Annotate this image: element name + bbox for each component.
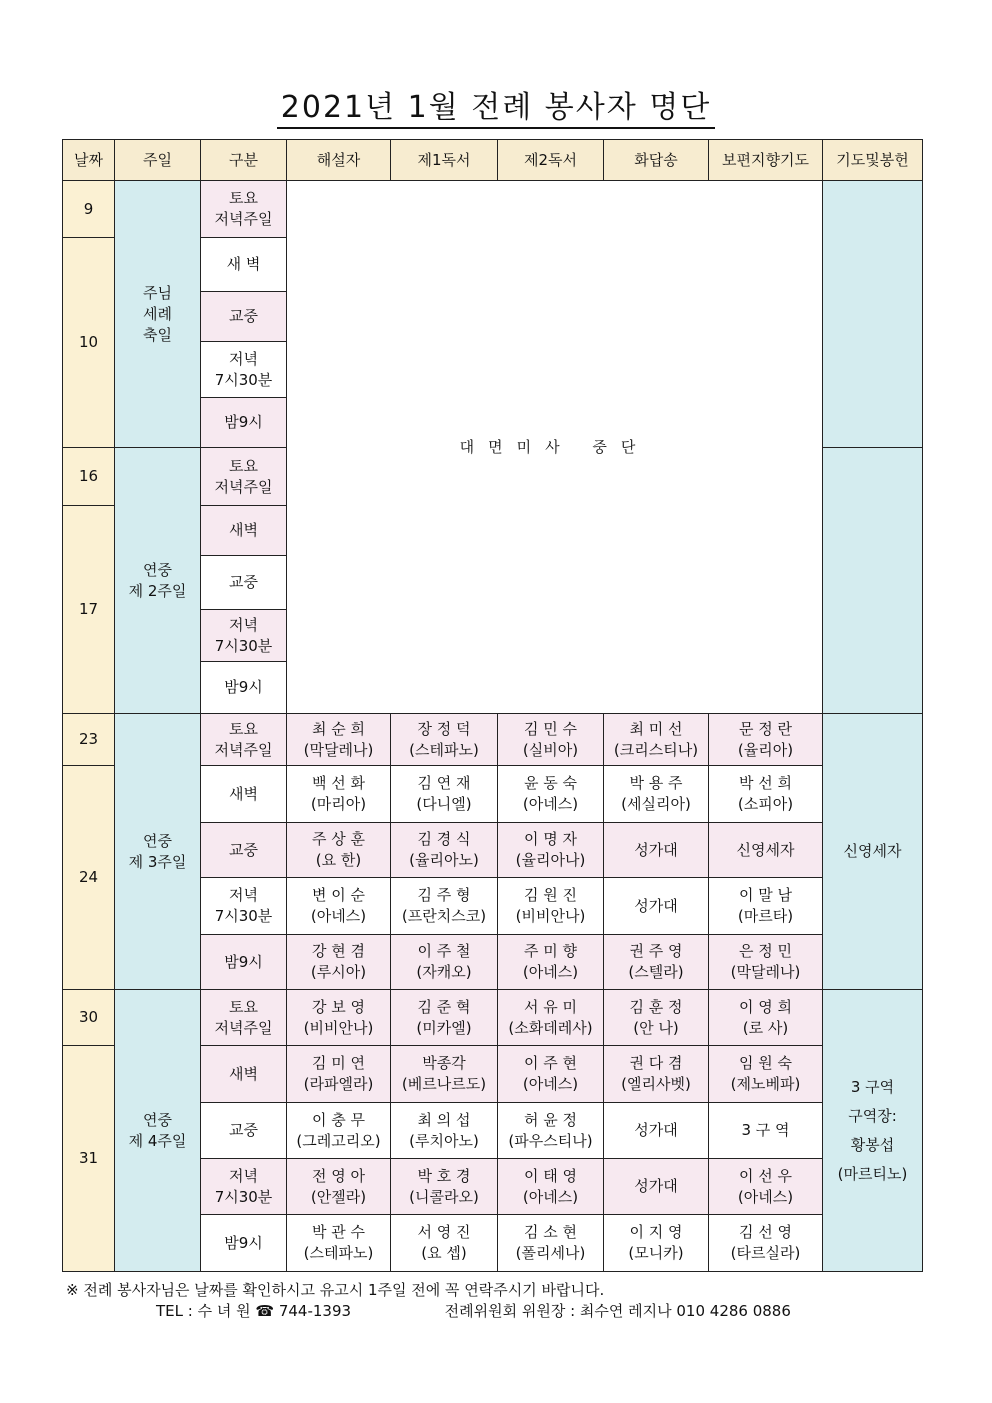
server-cell bbox=[287, 1046, 391, 1103]
server-name: 임 원 숙 bbox=[738, 1054, 792, 1072]
server-name: 주 상 훈 bbox=[311, 830, 365, 848]
suspended-notice: 대면미사 중단 bbox=[287, 181, 823, 714]
offering-cell: 신영세자 bbox=[823, 714, 923, 990]
header-row bbox=[63, 140, 923, 181]
server-name: (율리아) bbox=[737, 740, 794, 759]
server-name: 성가대 bbox=[634, 1177, 678, 1195]
server-name: 주 미 향 bbox=[523, 942, 577, 960]
server-name: 이 주 철 bbox=[417, 942, 471, 960]
server-name: 권 다 겸 bbox=[629, 1054, 683, 1072]
server-cell bbox=[287, 714, 391, 766]
offering-cell bbox=[823, 990, 923, 1272]
server-name: (니콜라오) bbox=[409, 1187, 479, 1206]
server-name: (비비안나) bbox=[303, 1018, 374, 1037]
server-cell bbox=[391, 823, 498, 878]
server-name: (타르실라) bbox=[730, 1244, 801, 1262]
server-name: 김 훈 정 bbox=[629, 997, 683, 1016]
gubun-line: 교중 bbox=[229, 840, 258, 859]
server-cell bbox=[498, 823, 604, 878]
server-name: (요 셉) bbox=[421, 1244, 467, 1262]
sunday-line: 연중 bbox=[143, 831, 172, 850]
sunday-line: 세례 bbox=[143, 304, 172, 323]
server-name: (소화데레사) bbox=[508, 1018, 593, 1037]
server-name: (로 사) bbox=[742, 1018, 789, 1037]
date-cell: 9 bbox=[63, 181, 115, 238]
server-name: 이 태 영 bbox=[523, 1166, 577, 1185]
column-header: 기도및봉헌 bbox=[823, 140, 923, 181]
server-name: (미카엘) bbox=[416, 1018, 472, 1037]
server-name: 김 경 식 bbox=[417, 830, 471, 848]
gubun-line: 밤9시 bbox=[224, 1233, 263, 1252]
table-row bbox=[63, 181, 923, 238]
gubun-cell bbox=[201, 878, 287, 935]
server-name: 장 정 덕 bbox=[417, 719, 471, 738]
server-name: 백 선 화 bbox=[311, 774, 365, 792]
gubun-line: 토요 bbox=[229, 456, 258, 475]
server-cell bbox=[391, 1215, 498, 1272]
gubun-cell bbox=[201, 342, 287, 398]
server-name: (파우스티나) bbox=[508, 1131, 593, 1150]
gubun-line: 토요 bbox=[229, 997, 258, 1016]
server-name: 강 보 영 bbox=[311, 997, 365, 1016]
server-name: (아네스) bbox=[522, 963, 579, 981]
gubun-line: 7시30분 bbox=[214, 370, 273, 389]
server-cell bbox=[287, 766, 391, 823]
gubun-line: 밤9시 bbox=[224, 678, 263, 696]
gubun-line: 저녁주일 bbox=[214, 740, 273, 759]
column-header: 주일 bbox=[115, 140, 201, 181]
gubun-cell bbox=[201, 766, 287, 823]
server-cell bbox=[391, 990, 498, 1046]
offering-line: 황봉섭 bbox=[850, 1135, 895, 1154]
page-title bbox=[0, 82, 992, 126]
gubun-cell bbox=[201, 662, 287, 714]
server-cell bbox=[709, 990, 823, 1046]
server-cell bbox=[391, 1046, 498, 1103]
date-cell: 24 bbox=[63, 766, 115, 990]
server-name: 김 연 재 bbox=[417, 774, 471, 792]
server-cell bbox=[709, 1215, 823, 1272]
server-name: (루시아) bbox=[310, 963, 367, 981]
sunday-line: 제 4주일 bbox=[128, 1131, 187, 1150]
server-name: (스텔라) bbox=[628, 963, 684, 981]
server-cell bbox=[709, 766, 823, 823]
server-name: (율리아노) bbox=[409, 851, 479, 869]
gubun-cell bbox=[201, 238, 287, 292]
gubun-line: 밤9시 bbox=[224, 413, 263, 431]
server-name: (스테파노) bbox=[303, 1244, 374, 1262]
table-row bbox=[63, 990, 923, 1046]
server-name: (크리스티나) bbox=[613, 740, 699, 759]
gubun-cell bbox=[201, 1103, 287, 1159]
table-row bbox=[63, 714, 923, 766]
server-name: (비비안나) bbox=[515, 907, 586, 925]
server-cell bbox=[604, 878, 709, 935]
server-name: 이 지 영 bbox=[629, 1223, 683, 1241]
date-cell: 31 bbox=[63, 1046, 115, 1272]
gubun-cell bbox=[201, 292, 287, 342]
server-cell bbox=[498, 766, 604, 823]
roster-table bbox=[62, 139, 923, 1272]
gubun-line: 저녁주일 bbox=[214, 210, 273, 228]
server-cell bbox=[498, 990, 604, 1046]
gubun-line: 새벽 bbox=[229, 521, 258, 539]
server-name: 변 이 순 bbox=[311, 886, 365, 904]
column-header: 날짜 bbox=[63, 140, 115, 181]
server-cell bbox=[391, 935, 498, 990]
server-cell bbox=[287, 1159, 391, 1215]
server-name: 윤 동 숙 bbox=[523, 774, 577, 792]
server-name: 이 주 현 bbox=[523, 1054, 577, 1072]
gubun-line: 토요 bbox=[229, 719, 258, 738]
server-name: 김 선 영 bbox=[738, 1223, 792, 1241]
gubun-cell bbox=[201, 714, 287, 766]
server-cell bbox=[709, 1159, 823, 1215]
column-header: 구분 bbox=[201, 140, 287, 181]
page-title-text: 2021년 1월 전례 봉사자 명단 bbox=[277, 90, 715, 129]
gubun-cell bbox=[201, 823, 287, 878]
server-name: 박 용 주 bbox=[629, 774, 683, 792]
server-name: (라파엘라) bbox=[303, 1075, 374, 1093]
server-cell bbox=[287, 1215, 391, 1272]
server-cell bbox=[498, 1103, 604, 1159]
server-name: 이 명 자 bbox=[523, 830, 577, 848]
gubun-line: 새벽 bbox=[229, 784, 258, 803]
gubun-line: 7시30분 bbox=[214, 907, 273, 925]
server-cell bbox=[498, 935, 604, 990]
server-cell bbox=[604, 935, 709, 990]
server-name: 김 원 진 bbox=[523, 886, 577, 904]
server-cell bbox=[604, 1159, 709, 1215]
server-name: 신영세자 bbox=[736, 840, 795, 859]
sunday-cell bbox=[115, 714, 201, 990]
gubun-line: 새 벽 bbox=[226, 255, 261, 273]
column-header: 제1독서 bbox=[391, 140, 498, 181]
server-cell bbox=[498, 714, 604, 766]
date-cell: 16 bbox=[63, 448, 115, 506]
server-name: 박 관 수 bbox=[311, 1223, 365, 1241]
server-name: 성가대 bbox=[634, 896, 678, 915]
gubun-line: 저녁주일 bbox=[214, 477, 273, 496]
server-cell bbox=[287, 990, 391, 1046]
server-name: 이 충 무 bbox=[311, 1110, 365, 1129]
server-name: (막달레나) bbox=[730, 963, 801, 981]
offering-line: (마르티노) bbox=[837, 1164, 908, 1183]
server-name: (제노베파) bbox=[730, 1075, 801, 1093]
gubun-cell bbox=[201, 935, 287, 990]
server-name: (자캐오) bbox=[416, 963, 472, 981]
gubun-line: 교중 bbox=[229, 307, 258, 325]
server-cell bbox=[709, 1046, 823, 1103]
server-name: (아네스) bbox=[522, 795, 579, 813]
server-name: (세실리아) bbox=[621, 795, 691, 813]
server-name: 김 준 혁 bbox=[417, 997, 471, 1016]
server-name: (아네스) bbox=[737, 1187, 794, 1206]
server-name: 3 구 역 bbox=[741, 1121, 790, 1139]
gubun-line: 저녁 bbox=[229, 886, 258, 904]
sunday-line: 제 2주일 bbox=[128, 581, 187, 600]
server-name: 이 영 희 bbox=[738, 997, 792, 1016]
column-header: 보편지향기도 bbox=[709, 140, 823, 181]
server-name: (아네스) bbox=[522, 1075, 579, 1093]
server-cell bbox=[391, 714, 498, 766]
server-name: (폴리세나) bbox=[515, 1244, 586, 1262]
date-cell: 30 bbox=[63, 990, 115, 1046]
server-name: (루치아노) bbox=[409, 1131, 479, 1150]
server-cell bbox=[287, 823, 391, 878]
footer-contact bbox=[156, 1300, 791, 1321]
server-cell bbox=[287, 1103, 391, 1159]
tel-number: 744-1393 bbox=[278, 1302, 352, 1320]
server-cell bbox=[709, 935, 823, 990]
server-name: (안 나) bbox=[633, 1018, 679, 1037]
server-name: (아네스) bbox=[522, 1187, 579, 1206]
server-name: 허 윤 정 bbox=[523, 1110, 577, 1129]
sunday-line: 주님 bbox=[143, 283, 172, 302]
offering-line: 구역장: bbox=[848, 1106, 897, 1125]
server-name: 강 현 겸 bbox=[311, 942, 365, 960]
gubun-cell bbox=[201, 990, 287, 1046]
server-cell bbox=[498, 878, 604, 935]
server-name: 최 의 섭 bbox=[417, 1110, 471, 1129]
offering-cell bbox=[823, 448, 923, 714]
server-name: 은 정 민 bbox=[738, 942, 792, 960]
server-cell bbox=[604, 766, 709, 823]
sunday-cell bbox=[115, 181, 201, 448]
gubun-line: 토요 bbox=[229, 189, 258, 207]
server-name: 전 영 아 bbox=[311, 1166, 365, 1185]
server-name: 이 선 우 bbox=[738, 1166, 792, 1185]
server-cell bbox=[498, 1159, 604, 1215]
server-name: (엘리사벳) bbox=[621, 1075, 691, 1093]
server-cell bbox=[604, 990, 709, 1046]
server-name: (스테파노) bbox=[409, 740, 479, 759]
gubun-cell bbox=[201, 610, 287, 662]
server-name: (소피아) bbox=[737, 795, 794, 813]
gubun-line: 저녁 bbox=[229, 1166, 258, 1185]
server-name: 김 주 형 bbox=[417, 886, 471, 904]
gubun-cell bbox=[201, 181, 287, 238]
gubun-line: 7시30분 bbox=[214, 636, 273, 655]
server-name: 서 영 진 bbox=[417, 1223, 471, 1241]
server-cell bbox=[498, 1215, 604, 1272]
server-cell bbox=[604, 1046, 709, 1103]
column-header: 화답송 bbox=[604, 140, 709, 181]
column-header: 해설자 bbox=[287, 140, 391, 181]
server-name: (베르나르도) bbox=[401, 1075, 487, 1093]
date-cell: 23 bbox=[63, 714, 115, 766]
server-cell bbox=[709, 1103, 823, 1159]
server-name: 김 미 연 bbox=[311, 1054, 365, 1072]
server-name: 권 주 영 bbox=[629, 942, 683, 960]
gubun-line: 새벽 bbox=[229, 1064, 258, 1083]
server-name: 박종각 bbox=[422, 1054, 466, 1072]
gubun-cell bbox=[201, 1159, 287, 1215]
server-cell bbox=[391, 878, 498, 935]
server-name: 김 소 현 bbox=[523, 1223, 577, 1241]
server-cell bbox=[709, 714, 823, 766]
sunday-line: 연중 bbox=[143, 1110, 172, 1129]
gubun-cell bbox=[201, 1046, 287, 1103]
server-name: (율리아나) bbox=[515, 851, 586, 869]
offering-cell bbox=[823, 181, 923, 448]
server-name: 김 민 수 bbox=[523, 719, 577, 738]
server-cell bbox=[604, 1215, 709, 1272]
server-name: 문 정 란 bbox=[738, 719, 792, 738]
server-cell bbox=[391, 766, 498, 823]
server-cell bbox=[709, 823, 823, 878]
date-cell: 17 bbox=[63, 506, 115, 714]
server-cell bbox=[391, 1159, 498, 1215]
server-cell bbox=[498, 1046, 604, 1103]
server-name: (프란치스코) bbox=[401, 907, 487, 925]
server-cell bbox=[287, 878, 391, 935]
server-name: 성가대 bbox=[634, 840, 678, 859]
gubun-cell bbox=[201, 1215, 287, 1272]
sunday-cell bbox=[115, 990, 201, 1272]
server-name: (안젤라) bbox=[310, 1187, 367, 1206]
gubun-cell bbox=[201, 448, 287, 506]
server-name: 박 호 경 bbox=[417, 1166, 471, 1185]
server-name: (그레고리오) bbox=[296, 1131, 381, 1150]
server-name: 이 말 남 bbox=[738, 886, 792, 904]
offering-line: 3 구역 bbox=[850, 1077, 895, 1096]
server-cell bbox=[604, 1103, 709, 1159]
server-name: 성가대 bbox=[634, 1121, 678, 1139]
gubun-line: 교중 bbox=[229, 1121, 258, 1139]
server-name: 서 유 미 bbox=[523, 997, 577, 1016]
server-name: (다니엘) bbox=[416, 795, 472, 813]
sunday-line: 연중 bbox=[143, 560, 172, 579]
gubun-line: 밤9시 bbox=[224, 952, 263, 971]
server-cell bbox=[391, 1103, 498, 1159]
server-name: 최 순 희 bbox=[311, 719, 365, 738]
server-name: (마르타) bbox=[737, 907, 794, 925]
server-name: 박 선 희 bbox=[738, 774, 792, 792]
gubun-line: 교중 bbox=[229, 573, 258, 591]
sunday-line: 제 3주일 bbox=[128, 852, 187, 871]
date-cell: 10 bbox=[63, 238, 115, 448]
server-name: (막달레나) bbox=[303, 740, 374, 759]
server-name: (모니카) bbox=[628, 1244, 684, 1262]
tel-label: TEL : 수 녀 원 bbox=[156, 1302, 251, 1320]
gubun-cell bbox=[201, 506, 287, 556]
gubun-line: 저녁주일 bbox=[214, 1018, 273, 1037]
gubun-cell bbox=[201, 556, 287, 610]
server-cell bbox=[709, 878, 823, 935]
server-name: 최 미 선 bbox=[629, 719, 683, 738]
server-name: (요 한) bbox=[315, 851, 362, 869]
server-cell bbox=[604, 823, 709, 878]
gubun-line: 7시30분 bbox=[214, 1187, 273, 1206]
server-name: (실비아) bbox=[522, 740, 579, 759]
server-name: (마리아) bbox=[310, 795, 367, 813]
server-cell bbox=[287, 935, 391, 990]
server-name: (아네스) bbox=[310, 907, 367, 925]
gubun-line: 저녁 bbox=[229, 615, 258, 634]
gubun-line: 저녁 bbox=[229, 349, 258, 368]
server-cell bbox=[604, 714, 709, 766]
committee-contact: 전례위원회 위원장 : 최수연 레지나 010 4286 0886 bbox=[444, 1302, 791, 1320]
gubun-cell bbox=[201, 398, 287, 448]
phone-icon: ☎ bbox=[255, 1302, 275, 1320]
sunday-line: 축일 bbox=[143, 325, 172, 344]
sunday-cell bbox=[115, 448, 201, 714]
footer-note: ※ 전례 봉사자님은 날짜를 확인하시고 유고시 1주일 전에 꼭 연락주시기 바랍니다. bbox=[66, 1281, 605, 1299]
column-header: 제2독서 bbox=[498, 140, 604, 181]
